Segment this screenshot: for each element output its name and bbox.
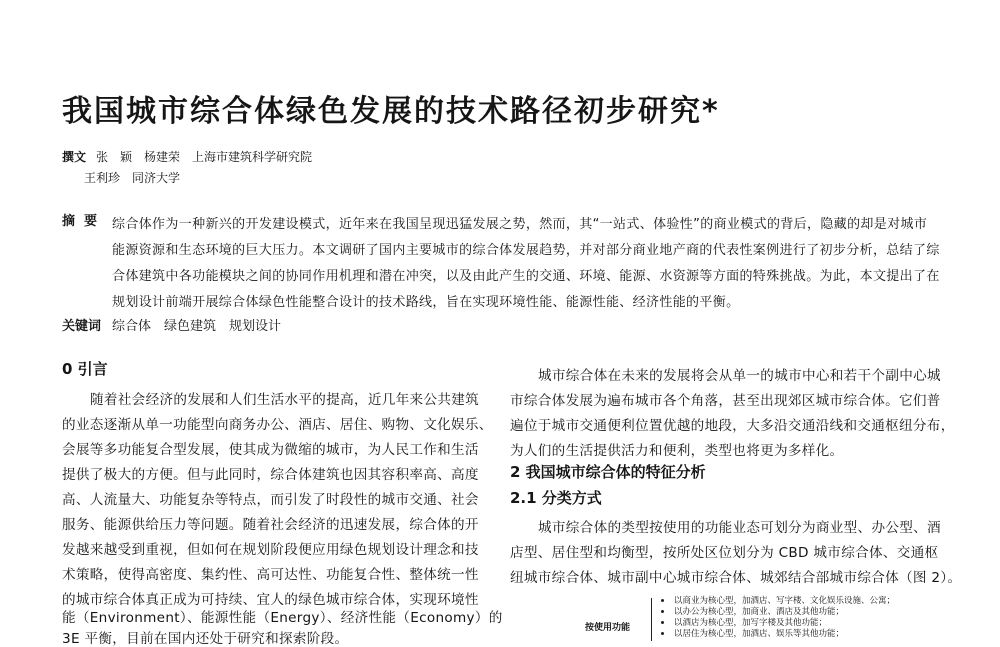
section-heading-2-1: 2.1 分类方式 <box>510 489 602 507</box>
body-line: 能（Environment）、能源性能（Energy）、经济性能（Economy）的 <box>62 610 503 626</box>
diagram-category-label: 按使用功能 <box>585 623 631 633</box>
abstract-line: 合体建筑中各功能模块之间的协同作用机理和潜在冲突，以及由此产生的交通、环境、能源、水资源等方面的特殊挑战。为此，本文提出了在 <box>112 269 940 284</box>
diagram-item-text: 以商业为核心型，加酒店、写字楼、文化娱乐设施、公寓； <box>674 596 896 606</box>
classification-diagram <box>565 592 955 641</box>
body-line: 术策略，使得高密度、集约性、高可达性、功能复合性、整体统一性 <box>62 567 479 583</box>
section-heading-2: 2 我国城市综合体的特征分析 <box>510 463 706 481</box>
body-line: 3E 平衡，目前在国内还处于研究和探索阶段。 <box>62 631 349 647</box>
bullet-icon <box>661 599 664 602</box>
body-line: 城市综合体在未来的发展将会从单一的城市中心和若干个副中心城 <box>538 368 941 384</box>
abstract-line: 综合体作为一种新兴的开发建设模式，近年来在我国呈现迅猛发展之势，然而，其“一站式、体验性”的商业模式的背后，隐藏的却是对城市 <box>112 217 928 232</box>
authors-label: 撰文 <box>62 150 87 164</box>
diagram-item-text: 以办公为核心型，加商业、酒店及其他功能； <box>674 607 845 617</box>
author-line-2 <box>62 169 180 186</box>
keywords-label: 关键词 <box>62 319 102 334</box>
diagram-item-text: 以酒店为核心型，加写字楼及其他功能； <box>674 618 828 628</box>
body-line: 遍位于城市交通便利位置优越的地段，大多沿交通沿线和交通枢纽分布， <box>510 418 955 434</box>
diagram-item-text: 以居住为核心型，加酒店、娱乐等其他功能； <box>674 629 845 639</box>
body-line: 纽城市综合体、城市副中心城市综合体、城郊结合部城市综合体（图 2）。 <box>510 570 962 586</box>
body-line: 服务、能源供给压力等问题。随着社会经济的迅速发展，综合体的开 <box>62 517 479 533</box>
abstract-label: 摘要 <box>62 214 107 229</box>
author-line-1 <box>62 148 312 165</box>
body-line: 的业态逐渐从单一功能型向商务办公、酒店、居住、购物、文化娱乐、 <box>62 417 493 433</box>
body-line: 店型、居住型和均衡型，按所处区位划分为 CBD 城市综合体、交通枢 <box>510 545 939 561</box>
body-line: 市综合体发展为遍布城市各个角落，甚至出现郊区城市综合体。它们普 <box>510 393 941 409</box>
authors-names-1: 张 颖 杨建荣 上海市建筑科学研究院 <box>96 150 313 164</box>
keywords-text: 综合体 绿色建筑 规划设计 <box>112 319 282 334</box>
abstract-line: 能源资源和生态环境的巨大压力。本文调研了国内主要城市的综合体发展趋势，并对部分商业地产商的代表性案例进行了初步分析，总结了综 <box>112 243 940 258</box>
body-line: 城市综合体的类型按使用的功能业态可划分为商业型、办公型、酒 <box>538 520 941 536</box>
abstract-line: 规划设计前端开展综合体绿色性能整合设计的技术路线，旨在实现环境性能、能源性能、经济性能的平衡。 <box>112 295 740 310</box>
body-line: 随着社会经济的发展和人们生活水平的提高，近几年来公共建筑 <box>90 392 480 408</box>
body-line: 发越来越受到重视，但如何在规划阶段便应用绿色规划设计理念和技 <box>62 542 479 558</box>
bullet-icon <box>661 621 664 624</box>
bullet-icon <box>661 610 664 613</box>
body-line: 为人们的生活提供活力和便利，类型也将更为多样化。 <box>510 443 844 459</box>
body-line: 提供了极大的方便。但与此同时，综合体建筑也因其容积率高、高度 <box>62 467 479 483</box>
authors-names-2: 王利珍 同济大学 <box>84 171 181 185</box>
body-line: 会展等多功能复合型发展，使其成为微缩的城市，为人民工作和生活 <box>62 442 479 458</box>
diagram-bracket <box>651 598 652 641</box>
body-line: 高、人流量大、功能复杂等特点，而引发了时段性的城市交通、社会 <box>62 492 479 508</box>
bullet-icon <box>661 632 664 635</box>
diagram-item <box>661 627 844 639</box>
paper-title: 我国城市综合体绿色发展的技术路径初步研究* <box>62 94 720 129</box>
body-line: 的城市综合体真正成为可持续、宜人的绿色城市综合体，实现环境性 <box>62 592 479 608</box>
section-heading-intro: 0 引言 <box>62 360 108 378</box>
